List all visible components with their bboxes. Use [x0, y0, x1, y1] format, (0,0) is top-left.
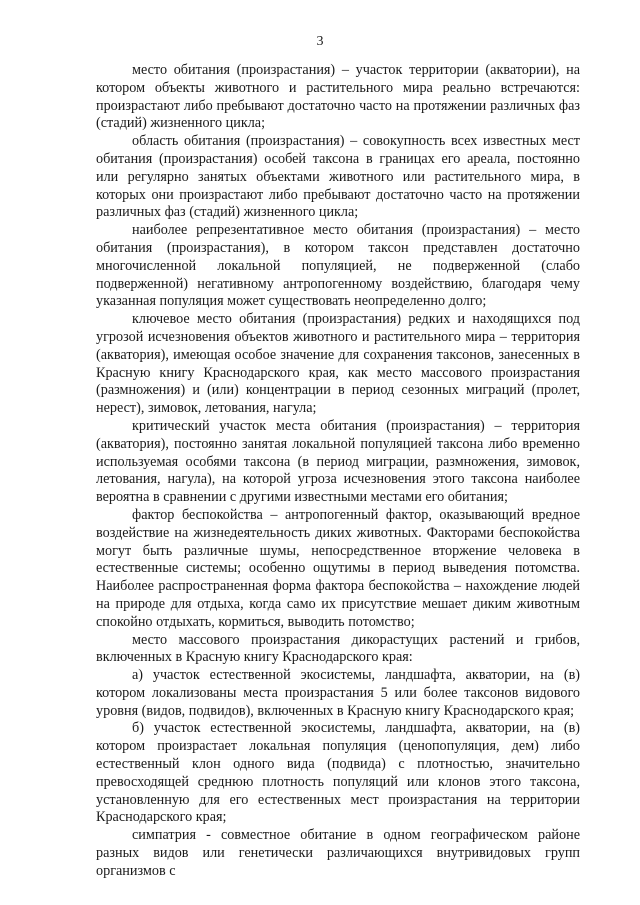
paragraph-habitat-area: область обитания (произрастания) – совокупность всех известных мест обитания (произрастания) особей таксона в границах его ареала, постоянно или регулярно занятых объектами животного или растительного мира, в которых они произрастают либо пребывают достаточно часто на протяжении различных фаз (стадий) жизненного цикла;	[96, 133, 580, 221]
paragraph-habitat: место обитания (произрастания) – участок территории (акватории), на котором объекты животного и растительного мира реально встречаются: произрастают либо пребывают достаточно часто на протяжении различных фаз (стадий) жизненного цикла;	[96, 62, 580, 132]
paragraph-item-a: а) участок естественной экосистемы, ландшафта, акватории, на (в) котором локализованы места произрастания 5 или более таксонов видового уровня (видов, подвидов), включенных в Красную книгу Краснодарского края;	[96, 667, 580, 719]
paragraph-item-b: б) участок естественной экосистемы, ландшафта, акватории, на (в) котором произрастает локальная популяция (ценопопуляция, дем) либо естественный клон одного вида (подвида) с плотностью, значительно превосходящей среднюю плотность популяций или клонов этого таксона, установленную для его естественных мест произрастания на территории Краснодарского края;	[96, 720, 580, 826]
paragraph-sympatry: симпатрия - совместное обитание в одном географическом районе разных видов или генетически различающихся внутривидовых групп организмов с	[96, 827, 580, 879]
paragraph-critical-habitat-site: критический участок места обитания (произрастания) – территория (акватория), постоянно занятая локальной популяцией таксона либо временно используемая особями таксона (в период миграции, размножения, зимовок, летования, нагула), на которой угроза исчезновения этого таксона наиболее вероятна в сравнении с другими известными местами его обитания;	[96, 417, 580, 506]
paragraph-key-habitat: ключевое место обитания (произрастания) редких и находящихся под угрозой исчезновения объектов животного и растительного мира – территория (акватория), имеющая особое значение для сохранения таксонов, занесенных в Красную книгу Краснодарского края, как место массового произрастания (размножения) и (или) концентрации в период сезонных миграций (пролет, нерест), зимовок, летования, нагула;	[96, 311, 580, 417]
page-number: 3	[316, 34, 324, 49]
paragraph-representative-habitat: наиболее репрезентативное место обитания (произрастания) – место обитания (произрастания), в котором таксон представлен достаточно многочисленной локальной популяцией, не подверженной (слабо подверженной) негативному антропогенному воздействию, благодаря чему указанная популяция может существовать неопределенно долго;	[96, 222, 580, 310]
paragraph-mass-growth-site: место массового произрастания дикорастущих растений и грибов, включенных в Красную книгу Краснодарского края:	[96, 631, 580, 666]
paragraph-disturbance-factor: фактор беспокойства – антропогенный фактор, оказывающий вредное воздействие на жизнедеятельность диких животных. Факторами беспокойства могут быть различные шумы, непосредственное вторжение человека в естественные системы; особенно ощутимы в период выведения потомства. Наиболее распространенная форма фактора беспокойства – нахождение людей на природе для отдыха, когда само их присутствие мешает диким животным спокойно отдыхать, кормиться, выводить потомство;	[96, 506, 580, 630]
document-body	[96, 62, 580, 881]
